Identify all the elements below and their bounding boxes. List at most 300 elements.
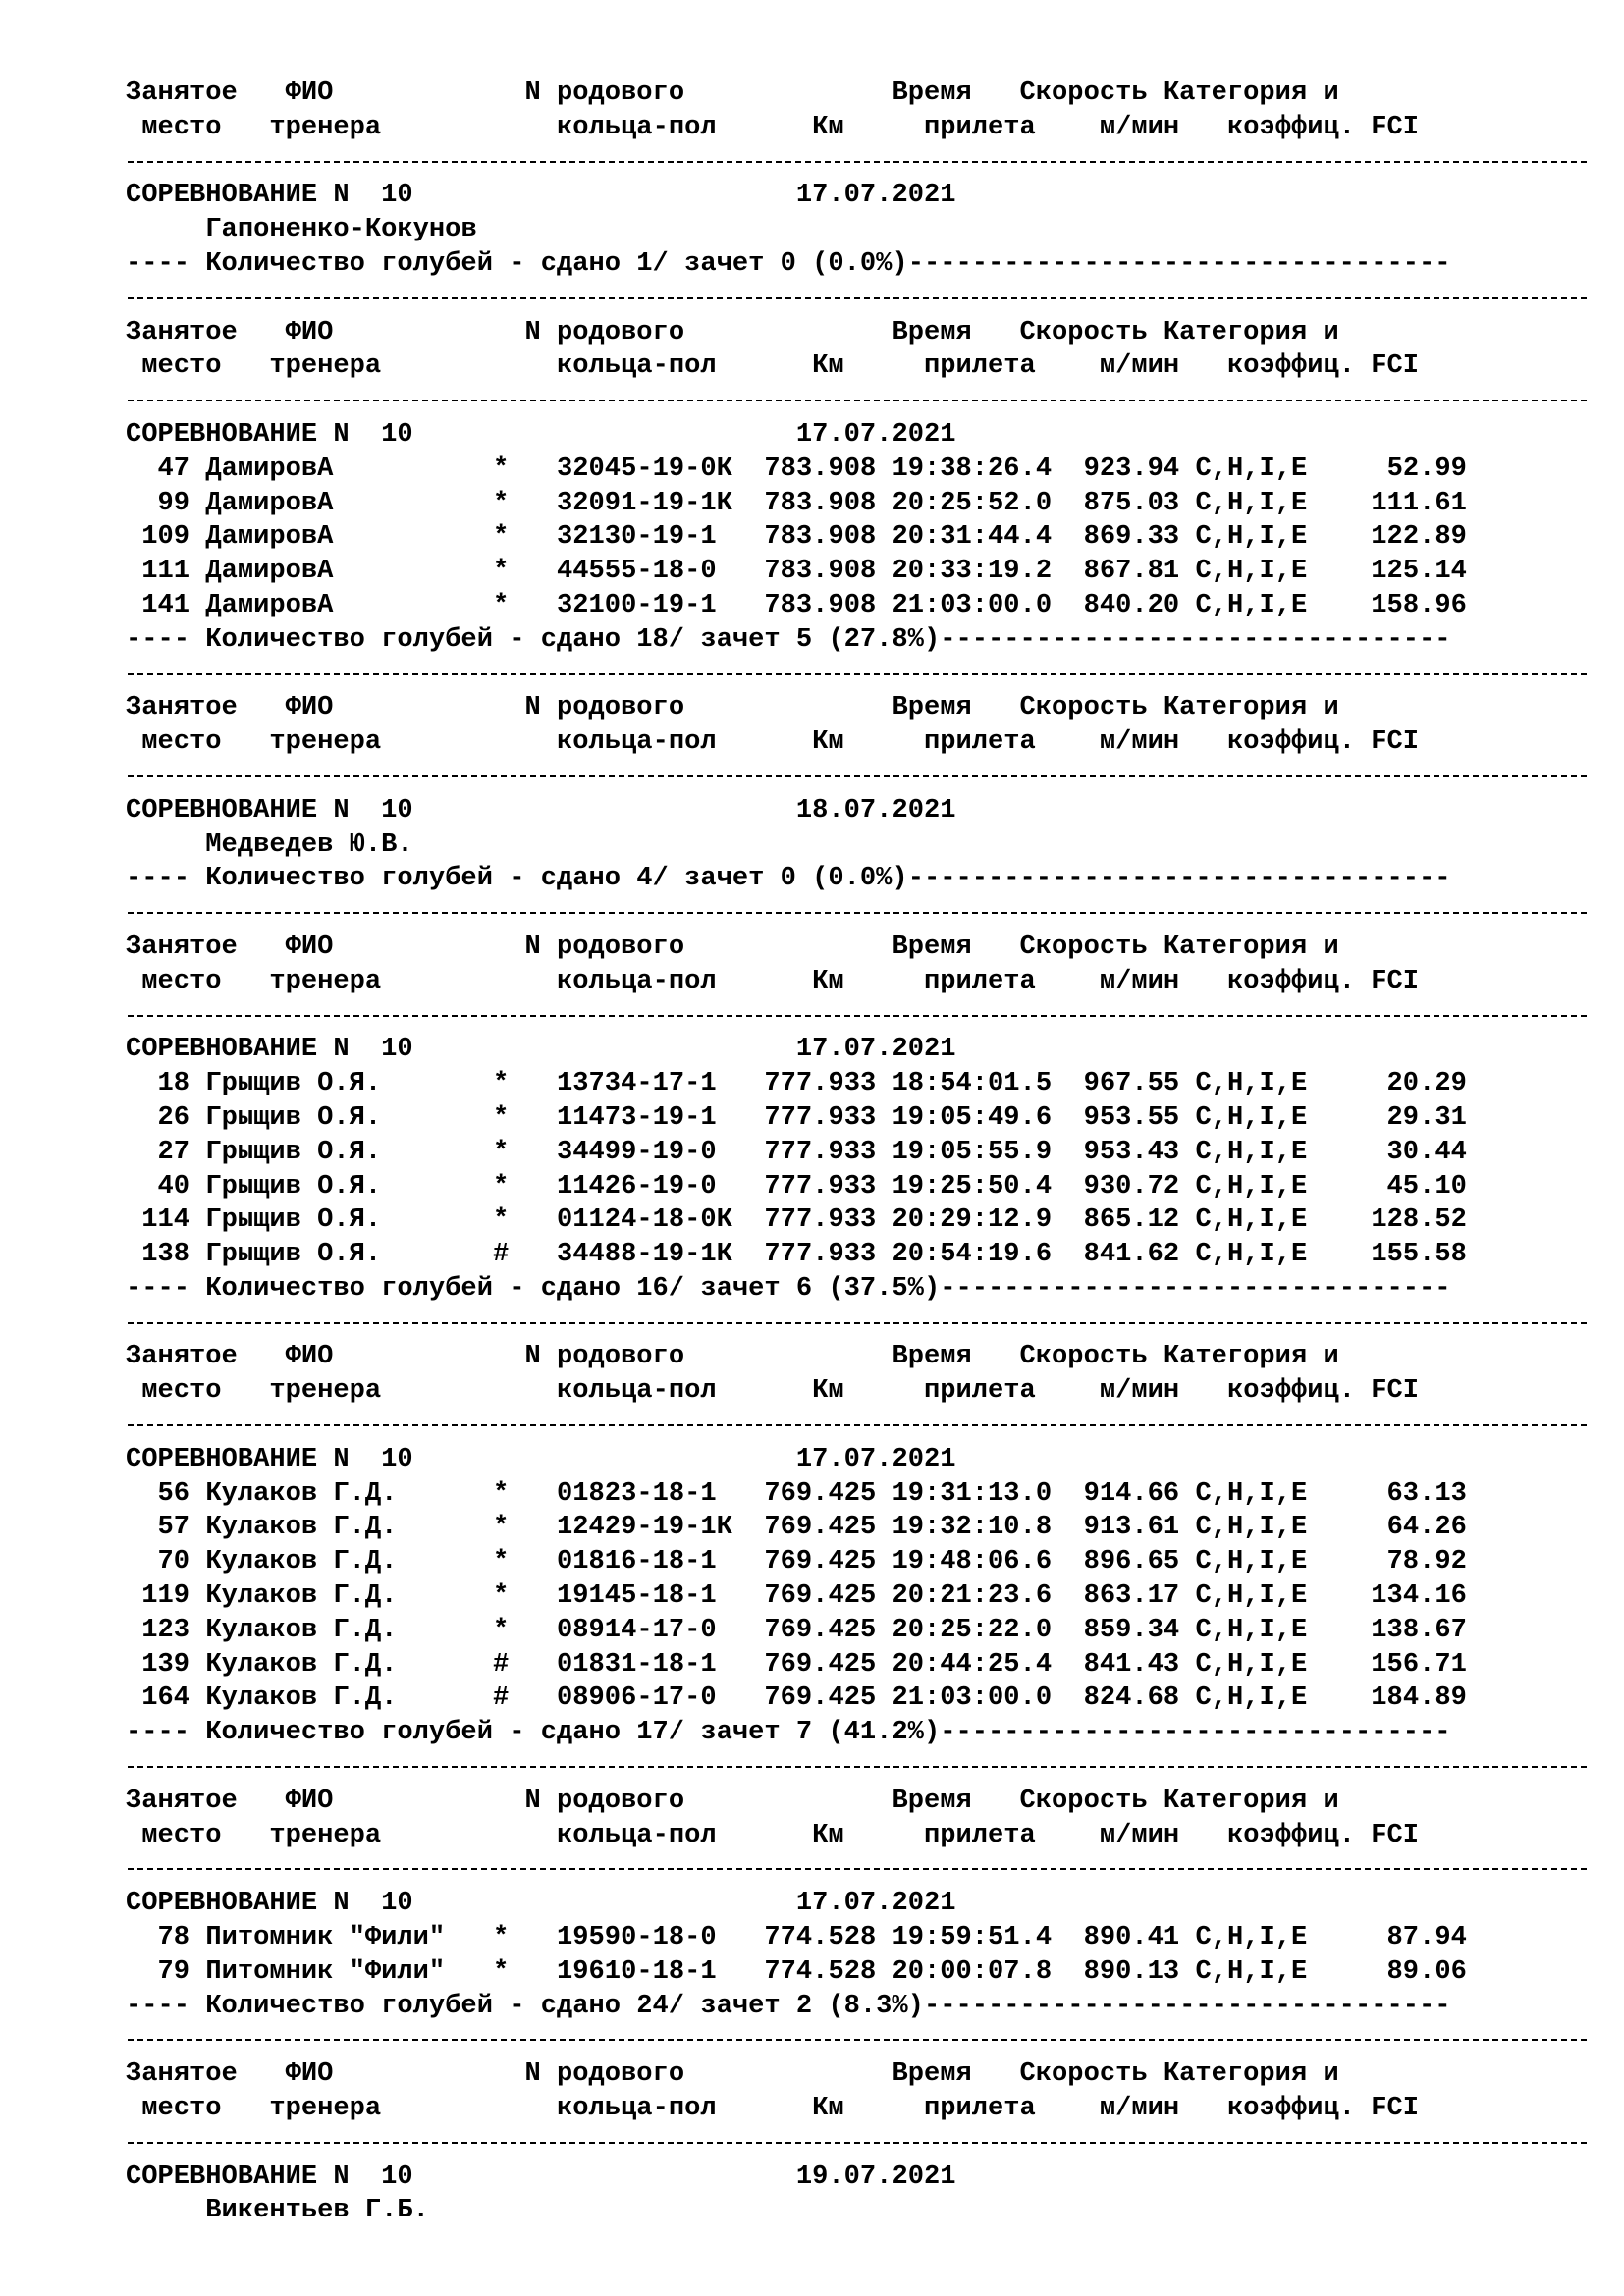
row-trainer-name: Грыщив О.Я. xyxy=(205,1239,382,1270)
row-ring-number: 32045-19-0К xyxy=(557,453,732,484)
col-time-label: Время xyxy=(892,1341,972,1372)
col-place-sublabel: место xyxy=(141,1375,222,1407)
competition-date: 19.07.2021 xyxy=(795,2161,956,2192)
col-speed-sublabel: м/мин xyxy=(1099,111,1180,142)
row-place: 164 xyxy=(126,1682,190,1714)
result-row xyxy=(126,1545,1467,1579)
row-distance-km: 777.933 xyxy=(764,1136,877,1167)
row-fci-coef: 89.06 xyxy=(1386,1955,1467,1987)
row-trainer-name: Грыщив О.Я. xyxy=(205,1136,382,1167)
row-ring-number: 13734-17-1 xyxy=(557,1068,717,1099)
col-place-label: Занятое xyxy=(126,692,238,723)
competition-title: СОРЕВНОВАНИЕ N 10 xyxy=(126,180,413,211)
competition-title: СОРЕВНОВАНИЕ N 10 xyxy=(126,1888,413,1919)
col-name-sublabel: тренера xyxy=(269,726,382,758)
row-speed: 865.12 xyxy=(1083,1204,1180,1236)
row-trainer-name: Грыщив О.Я. xyxy=(205,1204,382,1236)
row-ring-number: 19610-18-1 xyxy=(557,1955,717,1987)
col-ring-sublabel: кольца-пол xyxy=(557,350,717,382)
row-trainer-name: ДамировА xyxy=(205,521,334,553)
competition-title: СОРЕВНОВАНИЕ N 10 xyxy=(126,418,413,450)
row-speed: 967.55 xyxy=(1083,1068,1180,1099)
row-distance-km: 777.933 xyxy=(764,1068,877,1099)
row-ring-number: 01124-18-0К xyxy=(557,1204,732,1236)
col-km-label: Км xyxy=(812,1819,844,1850)
row-mark: * xyxy=(492,1922,510,1953)
col-category-label: Категория и xyxy=(1163,931,1339,962)
row-distance-km: 769.425 xyxy=(764,1682,877,1714)
separator-line xyxy=(126,896,1467,931)
row-category: C,H,I,E xyxy=(1195,1614,1308,1645)
column-header-line-2 xyxy=(126,111,1467,145)
competition-title: СОРЕВНОВАНИЕ N 10 xyxy=(126,1034,413,1065)
col-time-sublabel: прилета xyxy=(924,726,1036,758)
col-time-label: Время xyxy=(892,931,972,962)
row-ring-number: 01831-18-1 xyxy=(557,1648,717,1680)
row-distance-km: 774.528 xyxy=(764,1955,877,1987)
col-ring-sublabel: кольца-пол xyxy=(557,111,717,142)
row-place: 138 xyxy=(126,1239,190,1270)
col-place-sublabel: место xyxy=(141,2093,222,2124)
col-category-label: Категория и xyxy=(1163,78,1339,108)
result-row xyxy=(126,555,1467,589)
col-ring-sublabel: кольца-пол xyxy=(557,726,717,758)
pigeon-count-summary: ---- Количество голубей - сдано 1/ зачет 0 (0.0%) xyxy=(126,247,908,279)
row-category: C,H,I,E xyxy=(1195,453,1308,484)
row-category: C,H,I,E xyxy=(1195,1512,1308,1543)
row-place: 114 xyxy=(126,1204,190,1236)
column-header-line-1 xyxy=(126,1785,1467,1819)
pigeon-count-summary: ---- Количество голубей - сдано 18/ зачет 5 (27.8%) xyxy=(126,623,941,655)
col-km-label: Км xyxy=(812,726,844,758)
col-place-sublabel: место xyxy=(141,350,222,382)
row-place: 141 xyxy=(126,589,190,620)
col-km-label: Км xyxy=(812,965,844,996)
competition-date: 17.07.2021 xyxy=(795,1443,956,1474)
pigeon-count-summary: ---- Количество голубей - сдано 17/ зачет 7 (41.2%) xyxy=(126,1717,941,1748)
row-arrival-time: 20:29:12.9 xyxy=(892,1204,1053,1236)
col-speed-sublabel: м/мин xyxy=(1099,965,1180,996)
row-speed: 840.20 xyxy=(1083,589,1180,620)
row-trainer-name: Питомник "Фили" xyxy=(205,1922,446,1953)
col-ring-sublabel: кольца-пол xyxy=(557,1375,717,1407)
row-category: C,H,I,E xyxy=(1195,556,1308,587)
separator-line xyxy=(126,384,1467,418)
separator-line xyxy=(126,145,1467,180)
col-time-sublabel: прилета xyxy=(924,1375,1036,1407)
row-speed: 890.13 xyxy=(1083,1955,1180,1987)
row-arrival-time: 20:33:19.2 xyxy=(892,556,1053,587)
col-time-sublabel: прилета xyxy=(924,1819,1036,1850)
row-trainer-name: Кулаков Г.Д. xyxy=(205,1580,398,1612)
row-fci-coef: 122.89 xyxy=(1371,521,1467,553)
row-fci-coef: 134.16 xyxy=(1371,1580,1467,1612)
col-place-label: Занятое xyxy=(126,316,238,347)
competition-date: 17.07.2021 xyxy=(795,1034,956,1065)
col-time-label: Время xyxy=(892,692,972,723)
result-row xyxy=(126,1477,1467,1512)
competition-line xyxy=(126,794,1467,828)
row-place: 27 xyxy=(126,1136,190,1167)
col-speed-label: Скорость xyxy=(1019,692,1148,723)
row-place: 70 xyxy=(126,1546,190,1577)
col-place-sublabel: место xyxy=(141,726,222,758)
row-arrival-time: 20:54:19.6 xyxy=(892,1239,1053,1270)
col-category-label: Категория и xyxy=(1163,1785,1339,1816)
col-place-label: Занятое xyxy=(126,1785,238,1816)
result-row xyxy=(126,1067,1467,1101)
column-header-line-2 xyxy=(126,1374,1467,1409)
column-header-line-2 xyxy=(126,725,1467,760)
row-arrival-time: 19:59:51.4 xyxy=(892,1922,1053,1953)
column-header-line-1 xyxy=(126,1340,1467,1374)
row-speed: 953.55 xyxy=(1083,1101,1180,1133)
result-row xyxy=(126,1170,1467,1204)
col-place-label: Занятое xyxy=(126,1341,238,1372)
owner-name: Гапоненко-Кокунов xyxy=(205,214,477,245)
row-arrival-time: 20:44:25.4 xyxy=(892,1648,1053,1680)
row-arrival-time: 19:05:49.6 xyxy=(892,1101,1053,1133)
row-arrival-time: 20:31:44.4 xyxy=(892,521,1053,553)
row-place: 57 xyxy=(126,1512,190,1543)
row-category: C,H,I,E xyxy=(1195,1648,1308,1680)
col-km-label: Км xyxy=(812,350,844,382)
pigeon-count-summary: ---- Количество голубей - сдано 4/ зачет 0 (0.0%) xyxy=(126,863,908,894)
row-distance-km: 783.908 xyxy=(764,453,877,484)
col-category-sublabel: коэффиц. FCI xyxy=(1226,726,1420,758)
col-time-label: Время xyxy=(892,2058,972,2090)
row-ring-number: 34499-19-0 xyxy=(557,1136,717,1167)
column-header-line-1 xyxy=(126,691,1467,725)
result-row xyxy=(126,1101,1467,1136)
col-name-label: ФИО xyxy=(285,1341,334,1372)
row-ring-number: 11473-19-1 xyxy=(557,1101,717,1133)
result-row xyxy=(126,1614,1467,1648)
row-speed: 875.03 xyxy=(1083,487,1180,518)
separator-line xyxy=(126,999,1467,1034)
column-header-line-1 xyxy=(126,931,1467,965)
row-category: C,H,I,E xyxy=(1195,1546,1308,1577)
pigeon-count-summary: ---- Количество голубей - сдано 16/ зачет 6 (37.5%) xyxy=(126,1272,941,1304)
row-place: 109 xyxy=(126,521,190,553)
row-distance-km: 783.908 xyxy=(764,556,877,587)
col-speed-sublabel: м/мин xyxy=(1099,726,1180,758)
col-name-label: ФИО xyxy=(285,316,334,347)
row-distance-km: 774.528 xyxy=(764,1922,877,1953)
row-mark: # xyxy=(492,1648,510,1680)
row-ring-number: 34488-19-1К xyxy=(557,1239,732,1270)
col-time-label: Время xyxy=(892,1785,972,1816)
competition-title: СОРЕВНОВАНИЕ N 10 xyxy=(126,794,413,826)
row-fci-coef: 63.13 xyxy=(1386,1477,1467,1509)
row-fci-coef: 155.58 xyxy=(1371,1239,1467,1270)
row-distance-km: 777.933 xyxy=(764,1239,877,1270)
row-trainer-name: Кулаков Г.Д. xyxy=(205,1512,398,1543)
row-mark: * xyxy=(492,521,510,553)
col-time-label: Время xyxy=(892,78,972,108)
owner-line xyxy=(126,213,1467,247)
row-arrival-time: 20:21:23.6 xyxy=(892,1580,1053,1612)
row-distance-km: 777.933 xyxy=(764,1170,877,1201)
separator-line xyxy=(126,658,1467,692)
row-place: 123 xyxy=(126,1614,190,1645)
summary-line: ---- Количество голубей - сдано 4/ зачет 0 (0.0%)---------------------------------- xyxy=(126,863,1451,894)
row-trainer-name: Кулаков Г.Д. xyxy=(205,1682,398,1714)
row-speed: 896.65 xyxy=(1083,1546,1180,1577)
row-place: 79 xyxy=(126,1955,190,1987)
col-ring-label: N родового xyxy=(524,1785,685,1816)
row-mark: * xyxy=(492,1204,510,1236)
row-category: C,H,I,E xyxy=(1195,1955,1308,1987)
row-fci-coef: 158.96 xyxy=(1371,589,1467,620)
row-fci-coef: 125.14 xyxy=(1371,556,1467,587)
col-speed-sublabel: м/мин xyxy=(1099,2093,1180,2124)
summary-line: ---- Количество голубей - сдано 18/ зачет 5 (27.8%)-------------------------------- xyxy=(126,623,1451,655)
row-mark: * xyxy=(492,556,510,587)
row-fci-coef: 128.52 xyxy=(1371,1204,1467,1236)
row-place: 40 xyxy=(126,1170,190,1201)
col-time-sublabel: прилета xyxy=(924,965,1036,996)
row-trainer-name: ДамировА xyxy=(205,556,334,587)
column-header-line-2 xyxy=(126,2092,1467,2126)
row-trainer-name: Питомник "Фили" xyxy=(205,1955,446,1987)
row-ring-number: 12429-19-1К xyxy=(557,1512,732,1543)
col-ring-label: N родового xyxy=(524,2058,685,2090)
row-fci-coef: 111.61 xyxy=(1371,487,1467,518)
row-mark: # xyxy=(492,1682,510,1714)
competition-line xyxy=(126,1887,1467,1921)
separator-line xyxy=(126,1852,1467,1887)
row-speed: 930.72 xyxy=(1083,1170,1180,1201)
row-speed: 859.34 xyxy=(1083,1614,1180,1645)
row-mark: * xyxy=(492,487,510,518)
row-fci-coef: 29.31 xyxy=(1386,1101,1467,1133)
separator-line xyxy=(126,2023,1467,2057)
row-mark: * xyxy=(492,1955,510,1987)
separator-line xyxy=(126,282,1467,316)
row-speed: 953.43 xyxy=(1083,1136,1180,1167)
separator-line xyxy=(126,760,1467,794)
row-ring-number: 11426-19-0 xyxy=(557,1170,717,1201)
competition-title: СОРЕВНОВАНИЕ N 10 xyxy=(126,2161,413,2192)
col-km-label: Км xyxy=(812,1375,844,1407)
row-category: C,H,I,E xyxy=(1195,487,1308,518)
row-category: C,H,I,E xyxy=(1195,1922,1308,1953)
col-name-label: ФИО xyxy=(285,1785,334,1816)
row-ring-number: 44555-18-0 xyxy=(557,556,717,587)
row-arrival-time: 19:31:13.0 xyxy=(892,1477,1053,1509)
competition-line xyxy=(126,2161,1467,2195)
col-name-label: ФИО xyxy=(285,692,334,723)
row-trainer-name: Грыщив О.Я. xyxy=(205,1068,382,1099)
row-mark: * xyxy=(492,1170,510,1201)
result-row xyxy=(126,520,1467,555)
col-category-label: Категория и xyxy=(1163,1341,1339,1372)
col-time-sublabel: прилета xyxy=(924,111,1036,142)
separator-line xyxy=(126,1307,1467,1341)
row-fci-coef: 52.99 xyxy=(1386,453,1467,484)
row-trainer-name: ДамировА xyxy=(205,589,334,620)
separator-line xyxy=(126,2126,1467,2161)
col-ring-label: N родового xyxy=(524,78,685,108)
col-speed-sublabel: м/мин xyxy=(1099,350,1180,382)
column-header-line-2 xyxy=(126,349,1467,384)
row-arrival-time: 19:05:55.9 xyxy=(892,1136,1053,1167)
result-row xyxy=(126,1203,1467,1238)
col-place-label: Занятое xyxy=(126,2058,238,2090)
col-name-sublabel: тренера xyxy=(269,965,382,996)
col-category-sublabel: коэффиц. FCI xyxy=(1226,1375,1420,1407)
row-mark: * xyxy=(492,1614,510,1645)
row-trainer-name: Кулаков Г.Д. xyxy=(205,1477,398,1509)
competition-line xyxy=(126,1443,1467,1477)
col-category-sublabel: коэффиц. FCI xyxy=(1226,111,1420,142)
row-place: 99 xyxy=(126,487,190,518)
row-arrival-time: 20:25:22.0 xyxy=(892,1614,1053,1645)
col-category-sublabel: коэффиц. FCI xyxy=(1226,2093,1420,2124)
row-fci-coef: 87.94 xyxy=(1386,1922,1467,1953)
row-place: 26 xyxy=(126,1101,190,1133)
row-speed: 914.66 xyxy=(1083,1477,1180,1509)
pigeon-count-summary: ---- Количество голубей - сдано 24/ зачет 2 (8.3%) xyxy=(126,1990,924,2021)
column-header-line-1 xyxy=(126,77,1467,111)
row-speed: 863.17 xyxy=(1083,1580,1180,1612)
row-arrival-time: 20:25:52.0 xyxy=(892,487,1053,518)
row-ring-number: 01823-18-1 xyxy=(557,1477,717,1509)
col-speed-label: Скорость xyxy=(1019,1341,1148,1372)
col-time-label: Время xyxy=(892,316,972,347)
row-distance-km: 769.425 xyxy=(764,1512,877,1543)
row-ring-number: 19145-18-1 xyxy=(557,1580,717,1612)
row-category: C,H,I,E xyxy=(1195,1068,1308,1099)
col-time-sublabel: прилета xyxy=(924,2093,1036,2124)
row-speed: 913.61 xyxy=(1083,1512,1180,1543)
row-place: 78 xyxy=(126,1922,190,1953)
row-fci-coef: 138.67 xyxy=(1371,1614,1467,1645)
row-distance-km: 769.425 xyxy=(764,1580,877,1612)
row-distance-km: 777.933 xyxy=(764,1204,877,1236)
row-fci-coef: 78.92 xyxy=(1386,1546,1467,1577)
col-km-label: Км xyxy=(812,111,844,142)
row-category: C,H,I,E xyxy=(1195,1239,1308,1270)
owner-name: Медведев Ю.В. xyxy=(205,828,413,860)
row-category: C,H,I,E xyxy=(1195,589,1308,620)
row-mark: # xyxy=(492,1239,510,1270)
row-distance-km: 783.908 xyxy=(764,521,877,553)
result-row xyxy=(126,1955,1467,1990)
row-fci-coef: 30.44 xyxy=(1386,1136,1467,1167)
row-category: C,H,I,E xyxy=(1195,1477,1308,1509)
col-place-sublabel: место xyxy=(141,111,222,142)
row-mark: * xyxy=(492,1512,510,1543)
row-distance-km: 777.933 xyxy=(764,1101,877,1133)
row-place: 111 xyxy=(126,556,190,587)
row-speed: 841.62 xyxy=(1083,1239,1180,1270)
col-category-sublabel: коэффиц. FCI xyxy=(1226,350,1420,382)
result-row xyxy=(126,1579,1467,1614)
row-category: C,H,I,E xyxy=(1195,1580,1308,1612)
column-header-line-2 xyxy=(126,1819,1467,1853)
row-speed: 923.94 xyxy=(1083,453,1180,484)
competition-title: СОРЕВНОВАНИЕ N 10 xyxy=(126,1443,413,1474)
row-distance-km: 769.425 xyxy=(764,1648,877,1680)
summary-line: ---- Количество голубей - сдано 1/ зачет 0 (0.0%)---------------------------------- xyxy=(126,247,1451,279)
row-speed: 869.33 xyxy=(1083,521,1180,553)
summary-line: ---- Количество голубей - сдано 16/ зачет 6 (37.5%)-------------------------------- xyxy=(126,1272,1451,1304)
result-row xyxy=(126,1682,1467,1716)
owner-line xyxy=(126,828,1467,863)
row-arrival-time: 19:38:26.4 xyxy=(892,453,1053,484)
row-mark: * xyxy=(492,1546,510,1577)
row-ring-number: 19590-18-0 xyxy=(557,1922,717,1953)
result-row xyxy=(126,487,1467,521)
row-fci-coef: 184.89 xyxy=(1371,1682,1467,1714)
row-category: C,H,I,E xyxy=(1195,1101,1308,1133)
col-name-sublabel: тренера xyxy=(269,350,382,382)
col-place-label: Занятое xyxy=(126,931,238,962)
col-place-sublabel: место xyxy=(141,965,222,996)
col-name-sublabel: тренера xyxy=(269,111,382,142)
row-distance-km: 783.908 xyxy=(764,589,877,620)
col-time-sublabel: прилета xyxy=(924,350,1036,382)
row-trainer-name: Кулаков Г.Д. xyxy=(205,1546,398,1577)
row-category: C,H,I,E xyxy=(1195,521,1308,553)
col-speed-label: Скорость xyxy=(1019,316,1148,347)
row-distance-km: 769.425 xyxy=(764,1477,877,1509)
row-speed: 867.81 xyxy=(1083,556,1180,587)
row-fci-coef: 64.26 xyxy=(1386,1512,1467,1543)
row-fci-coef: 156.71 xyxy=(1371,1648,1467,1680)
row-arrival-time: 19:48:06.6 xyxy=(892,1546,1053,1577)
column-header-line-1 xyxy=(126,2057,1467,2092)
row-arrival-time: 21:03:00.0 xyxy=(892,589,1053,620)
col-category-sublabel: коэффиц. FCI xyxy=(1226,1819,1420,1850)
column-header-line-1 xyxy=(126,316,1467,350)
col-category-label: Категория и xyxy=(1163,2058,1339,2090)
summary-line: ---- Количество голубей - сдано 17/ зачет 7 (41.2%)-------------------------------- xyxy=(126,1717,1451,1748)
result-row xyxy=(126,1648,1467,1682)
col-place-sublabel: место xyxy=(141,1819,222,1850)
row-trainer-name: ДамировА xyxy=(205,487,334,518)
row-trainer-name: Кулаков Г.Д. xyxy=(205,1648,398,1680)
col-speed-sublabel: м/мин xyxy=(1099,1819,1180,1850)
row-place: 119 xyxy=(126,1580,190,1612)
competition-date: 17.07.2021 xyxy=(795,180,956,211)
summary-line: ---- Количество голубей - сдано 24/ зачет 2 (8.3%)--------------------------------- xyxy=(126,1990,1451,2021)
row-arrival-time: 19:32:10.8 xyxy=(892,1512,1053,1543)
owner-name: Викентьев Г.Б. xyxy=(205,2195,429,2226)
col-ring-sublabel: кольца-пол xyxy=(557,1819,717,1850)
col-ring-sublabel: кольца-пол xyxy=(557,2093,717,2124)
row-arrival-time: 18:54:01.5 xyxy=(892,1068,1053,1099)
row-ring-number: 08914-17-0 xyxy=(557,1614,717,1645)
row-mark: * xyxy=(492,1136,510,1167)
result-row xyxy=(126,1238,1467,1272)
col-place-label: Занятое xyxy=(126,78,238,108)
col-name-sublabel: тренера xyxy=(269,1375,382,1407)
result-row xyxy=(126,1511,1467,1545)
col-km-label: Км xyxy=(812,2093,844,2124)
col-name-label: ФИО xyxy=(285,931,334,962)
row-speed: 890.41 xyxy=(1083,1922,1180,1953)
row-place: 18 xyxy=(126,1068,190,1099)
col-category-sublabel: коэффиц. FCI xyxy=(1226,965,1420,996)
col-ring-label: N родового xyxy=(524,1341,685,1372)
owner-line xyxy=(126,2194,1467,2228)
row-ring-number: 32100-19-1 xyxy=(557,589,717,620)
row-distance-km: 769.425 xyxy=(764,1614,877,1645)
results-report xyxy=(126,77,1467,2228)
